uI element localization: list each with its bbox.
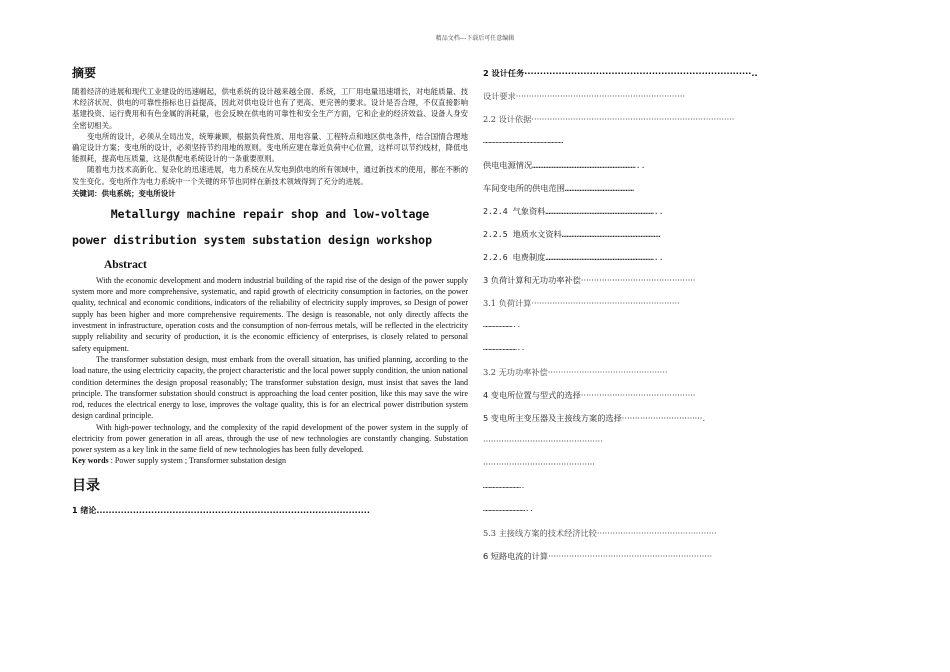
toc-entry: 2.2.4 气象资料………………………………………………………….. (483, 206, 664, 216)
toc-entry: 供电电源情况……………………………………………………….. (483, 160, 646, 170)
left-column (72, 64, 468, 516)
abstract-en-title: Abstract (104, 258, 147, 271)
abstract-cn-title: 摘要 (72, 66, 97, 80)
page-header: 精品文档---下载后可任意编辑 (435, 35, 515, 42)
toc-entry: 2.2.5 地质水文资料…………………………………………………… (483, 229, 661, 239)
toc-entry: 4 变电所位置与型式的选择············································ (483, 390, 696, 400)
toc-entry: ··········································· (483, 459, 595, 469)
english-title-line-2: power distribution system substation design workshop (72, 232, 433, 247)
abstract-cn-paragraph: 随着经济的进展和现代工业建设的迅速崛起，供电系统的设计越来越全面、系统，工厂用电量迅速增长，对电能质量、技术经济状况、供电的可靠性指标也日益提高，因此对供电设计也有了更高、更完善的要求。设计是否合理，不仅直接影响基建投资、运行费用和有色金属的消耗量，也会反映在供电的可靠性和安全生产方面，它和企业的经济效益、设备人身安全密切相关。 (72, 87, 468, 130)
toc-entry: 2.2 设计依据·············································································· (483, 114, 735, 124)
toc-entry: 3.2 无功功率补偿·············································· (483, 367, 668, 377)
toc-entry: 2 设计任务·········································································.. (483, 68, 758, 78)
keywords-en-value: : Power supply system ; Transformer substation design (108, 455, 287, 465)
toc-entry: 2.2.6 电费制度………………………………………………………….. (483, 252, 664, 262)
abstract-en-paragraph: The transformer substation design, must embark from the overall situation, has unified planning, according to the load nature, the using electricity capacity, the project characteristic and the local power supply condition, the union national condition determines the design proposal reasonably; The transformer substation design, must insist that saves the land principle. The transformer substation should construct is approaching the load center position, like this may save the wire rod, reduces the electrical energy to lose, improves the voltage quality, this is for an electrical power distribution system design cardinal principle. (72, 354, 468, 421)
toc-entry: ………………………. (483, 482, 526, 490)
keywords-cn: 关键词：供电系统；变电所设计 (72, 188, 176, 198)
abstract-cn-paragraph: 变电所的设计，必须从全局出发，统筹兼顾，根据负荷性质、用电容量、工程特点和地区供电条件，结合国情合理地确定设计方案；变电所的设计，必须坚持节约用地的原则。变电所应建在靠近负荷中心位置，这样可以节约线材，降低电能损耗，提高电压质量，这是供配电系统设计的一条重要原则。 (72, 131, 468, 164)
toc-entry: 5 变电所主变压器及主接线方案的选择·······························. (483, 413, 706, 423)
toc-entry: ………………………………………………… (483, 137, 564, 145)
keywords-en-label: Key words (72, 455, 109, 465)
toc-entry: ………………………….. (483, 505, 534, 513)
abstract-cn-paragraph: 随着电力技术高新化、复杂化的迅速进展，电力系统在从发电到供电的所有领域中，通过新技术的使用，都在不断的发生变化。变电所作为电力系统中一个关键的环节也同样在新技术领域得到了充分的进展。 (72, 165, 468, 186)
toc-entry: 设计要求································································· (483, 91, 685, 101)
toc-entry: 3.1 负荷计算························································· (483, 298, 680, 308)
keywords-en (72, 456, 468, 465)
toc-entry: 3 负荷计算和无功功率补偿············································ (483, 275, 696, 285)
toc-entry: 5.3 主接线方案的技术经济比较·············································· (483, 528, 717, 538)
english-title-line-1: Metallurgy machine repair shop and low-voltage (110, 206, 430, 221)
right-column-toc (483, 64, 813, 574)
toc-entry: ·············································· (483, 436, 603, 446)
toc-entry: 6 短路电流的计算······························································· (483, 551, 713, 561)
toc-entry: …………………….. (483, 344, 526, 352)
toc-entry: ………………….. (483, 321, 521, 329)
toc-title: 目录 (72, 477, 100, 494)
toc-entry-introduction: 1 绪论.......................................................................................... (72, 505, 370, 515)
abstract-en-paragraph: With the economic development and modern industrial building of the rapid rise of the design of the power supply system more and more comprehensive, systematic, and rapid growth of electricity consumption in factories, on the power quality, technical and economic conditions, indicators of the reliability of electricity supply improves, so Design of power supply has been higher and more comprehensive requirements. The design is reasonable, not only directly affects the investment in infrastructure, operation costs and the consumption of non-ferrous metals, will be reflected in the electricity supply reliability and security of production, it is the economic efficiency of enterprises, is closely related to personal safety equipment. (72, 275, 468, 353)
toc-entry: 车间变电所的供电范围…………………………………… (483, 183, 634, 193)
abstract-en-paragraph: With high-power technology, and the complexity of the rapid development of the power system in the supply of electricity from power generation in all areas, through the use of new technologies are constantly changing. Substation power system as a key link in the same field of new technologies has been fully developed. (72, 422, 468, 455)
